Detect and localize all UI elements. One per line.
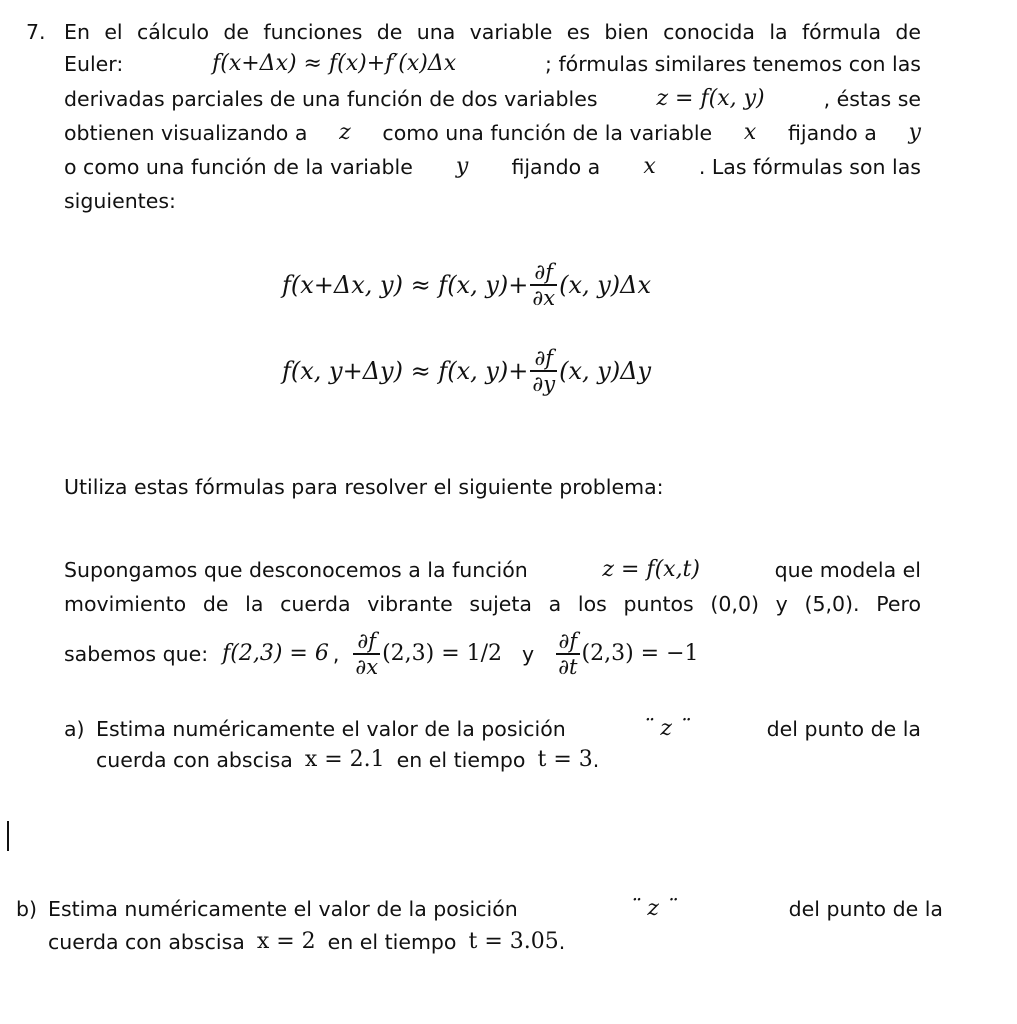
part-a-text: Estima numéricamente el valor de la posición bbox=[96, 717, 566, 741]
intro-line-2-tail: ; fórmulas similares tenemos con las bbox=[545, 52, 921, 76]
comma: , bbox=[332, 642, 340, 666]
fraction-numerator: ∂f bbox=[558, 629, 578, 654]
z-equals-f-xy: z = f(x, y) bbox=[656, 86, 765, 111]
part-b-label: b) bbox=[16, 897, 38, 921]
fraction-numerator: ∂f bbox=[357, 629, 377, 654]
part-b-line-2 bbox=[48, 927, 565, 957]
intro-line-6: siguientes: bbox=[64, 189, 176, 213]
formula-partial-y bbox=[282, 346, 651, 396]
intro-line-1: En el cálculo de funciones de una variable es bien conocida la fórmula de bbox=[64, 20, 921, 44]
part-a-abscisa: cuerda con abscisa bbox=[96, 748, 293, 772]
var-y: y bbox=[908, 120, 921, 145]
known-dfdx-value: (2,3) = 1/2 bbox=[382, 641, 503, 666]
intro-line-5-c: . Las fórmulas son las bbox=[698, 155, 921, 179]
problem-known-label: sabemos que: bbox=[64, 642, 209, 666]
part-a-line-2 bbox=[96, 745, 599, 775]
part-b-tail: del punto de la bbox=[788, 897, 943, 921]
fraction-numerator: ∂f bbox=[534, 346, 554, 370]
part-b-text: Estima numéricamente el valor de la posición bbox=[48, 897, 518, 921]
problem-line-1 bbox=[64, 555, 921, 585]
formula-2-rhs: (x, y)Δy bbox=[559, 356, 652, 385]
fraction-numerator: ∂f bbox=[534, 260, 554, 284]
text-cursor bbox=[7, 821, 9, 851]
intro-line-3 bbox=[64, 84, 921, 114]
fraction-denominator: ∂x bbox=[532, 285, 556, 310]
var-x: x bbox=[743, 120, 757, 145]
part-b-abscisa: cuerda con abscisa bbox=[48, 930, 245, 954]
known-f-value: f(2,3) = 6 bbox=[222, 641, 329, 666]
intro-line-4-a: obtienen visualizando a bbox=[64, 121, 308, 145]
fraction-denominator: ∂y bbox=[532, 371, 556, 396]
part-a-t-value: t = 3 bbox=[537, 747, 593, 772]
z-equals-f-xt: z = f(x,t) bbox=[602, 557, 700, 582]
part-b-x-value: x = 2 bbox=[256, 929, 316, 954]
fraction-df-dx-known bbox=[353, 629, 380, 679]
intro-line-4 bbox=[64, 118, 921, 148]
problem-line-1-a: Supongamos que desconocemos a la función bbox=[64, 558, 528, 582]
intro-line-3-tail: , éstas se bbox=[823, 87, 921, 111]
intro-euler-label: Euler: bbox=[64, 52, 124, 76]
intro-line-3-text: derivadas parciales de una función de dos variables bbox=[64, 87, 598, 111]
known-dfdt-value: (2,3) = −1 bbox=[581, 641, 699, 666]
formula-1-lhs: f(x+Δx, y) ≈ f(x, y)+ bbox=[282, 270, 529, 299]
intro-line-5-b: fijando a bbox=[511, 155, 601, 179]
fraction-denominator: ∂t bbox=[558, 654, 578, 679]
part-a-line-1 bbox=[96, 714, 921, 744]
intro-line-4-b: como una función de la variable bbox=[382, 121, 713, 145]
var-y-2: y bbox=[455, 154, 469, 179]
part-b-line-1 bbox=[48, 894, 943, 924]
period: . bbox=[592, 748, 600, 772]
period: . bbox=[558, 930, 566, 954]
fraction-df-dy bbox=[530, 346, 557, 396]
intro-line-2 bbox=[64, 49, 921, 79]
part-a-x-value: x = 2.1 bbox=[304, 747, 385, 772]
fraction-denominator: ∂x bbox=[355, 654, 379, 679]
formula-2-lhs: f(x, y+Δy) ≈ f(x, y)+ bbox=[282, 356, 529, 385]
conjunction-y: y bbox=[522, 642, 535, 666]
part-a-label: a) bbox=[64, 717, 85, 741]
part-b-t-value: t = 3.05 bbox=[468, 929, 559, 954]
var-x-2: x bbox=[643, 154, 656, 179]
part-a-tiempo: en el tiempo bbox=[396, 748, 526, 772]
part-b-tiempo: en el tiempo bbox=[327, 930, 457, 954]
intro-line-4-c: fijando a bbox=[788, 121, 877, 145]
part-a-tail: del punto de la bbox=[766, 717, 921, 741]
euler-formula: f(x+Δx) ≈ f(x)+f′(x)Δx bbox=[212, 51, 457, 76]
quoted-z: ¨ z ¨ bbox=[642, 716, 690, 741]
intro-line-5-a: o como una función de la variable bbox=[64, 155, 413, 179]
question-number: 7. bbox=[26, 20, 46, 44]
intro-line-5 bbox=[64, 152, 921, 182]
problem-line-2: movimiento de la cuerda vibrante sujeta a los puntos (0,0) y (5,0). Pero bbox=[64, 592, 921, 616]
fraction-df-dx bbox=[530, 260, 557, 310]
formula-partial-x bbox=[282, 260, 651, 310]
problem-line-1-b: que modela el bbox=[774, 558, 921, 582]
quoted-z: ¨ z ¨ bbox=[629, 896, 677, 921]
instruction: Utiliza estas fórmulas para resolver el siguiente problema: bbox=[64, 475, 664, 499]
fraction-df-dt-known bbox=[556, 629, 579, 679]
problem-line-3 bbox=[64, 629, 699, 679]
var-z: z bbox=[339, 120, 351, 145]
formula-1-rhs: (x, y)Δx bbox=[559, 270, 652, 299]
